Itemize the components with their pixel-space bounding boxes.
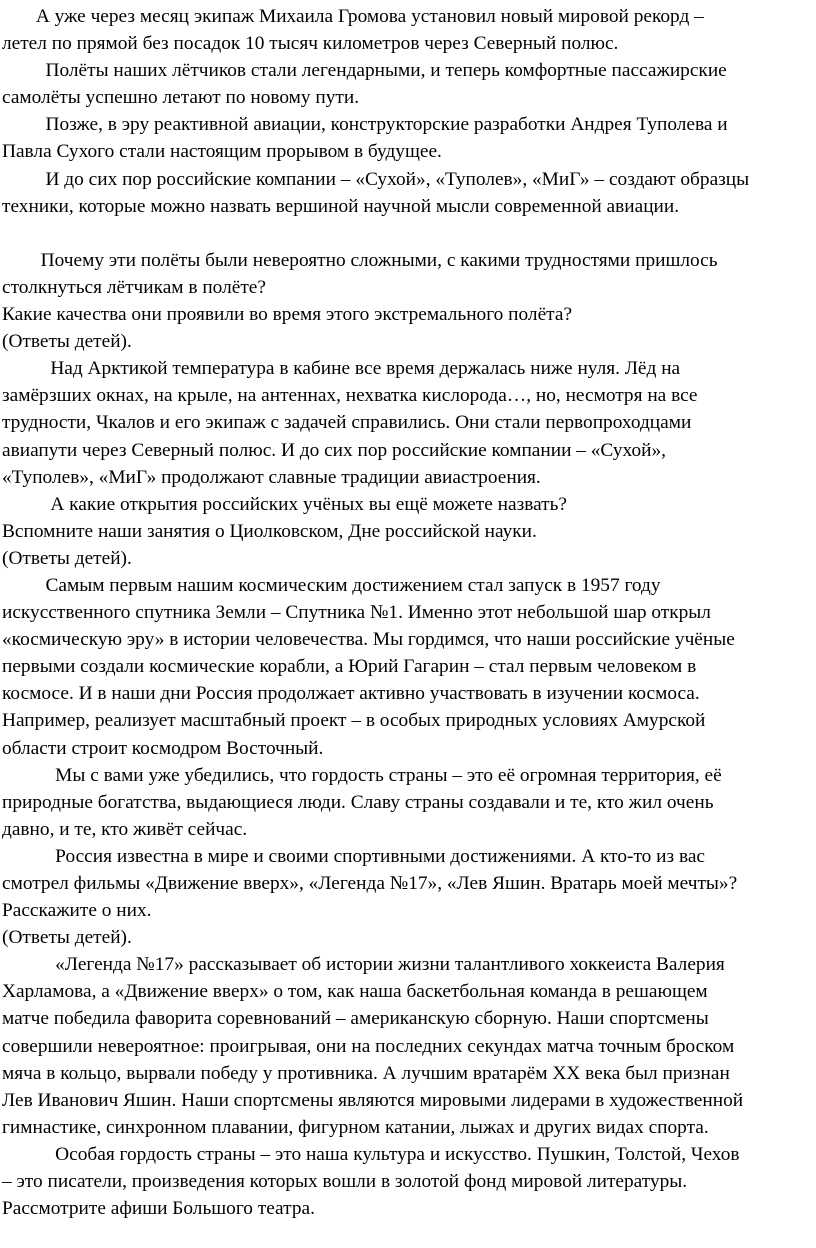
text-line: авиапути через Северный полюс. И до сих пор российские компании – «Сухой»,: [2, 439, 666, 461]
text-line: А какие открытия российских учёных вы ещё можете назвать?: [2, 493, 568, 515]
text-line: Какие качества они проявили во время этого экстремального полёта?: [2, 304, 573, 326]
text-line: области строит космодром Восточный.: [2, 737, 324, 759]
text-line: природные богатства, выдающиеся люди. Славу страны создавали и те, кто жил очень: [2, 791, 714, 813]
text-line: (Ответы детей).: [2, 547, 132, 569]
text-line: Рассмотрите афиши Большого театра.: [2, 1198, 315, 1220]
text-line: Например, реализует масштабный проект – в особых природных условиях Амурской: [2, 710, 706, 732]
text-line: Лев Иванович Яшин. Наши спортсмены являются мировыми лидерами в художественной: [2, 1089, 744, 1111]
text-line: Павла Сухого стали настоящим прорывом в будущее.: [2, 141, 442, 163]
text-line: совершили невероятное: проигрывая, они на последних секундах матча точным броском: [2, 1035, 735, 1057]
blank-line: [2, 220, 816, 247]
text-line: Россия известна в мире и своими спортивными достижениями. А кто-то из вас: [2, 845, 706, 867]
text-line: Харламова, а «Движение вверх» о том, как наша баскетбольная команда в решающем: [2, 981, 708, 1003]
text-line: матче победила фаворита соревнований – американскую сборную. Наши спортсмены: [2, 1008, 709, 1030]
text-line: А уже через месяц экипаж Михаила Громова установил новый мировой рекорд –: [2, 6, 704, 27]
text-line: первыми создали космические корабли, а Юрий Гагарин – стал первым человеком в: [2, 656, 697, 678]
text-line: искусственного спутника Земли – Спутника №1. Именно этот небольшой шар открыл: [2, 602, 711, 624]
text-line: Особая гордость страны – это наша культура и искусство. Пушкин, Толстой, Чехов: [2, 1143, 740, 1165]
text-line: Полёты наших лётчиков стали легендарными, и теперь комфортные пассажирские: [2, 60, 727, 82]
text-line: летел по прямой без посадок 10 тысяч километров через Северный полюс.: [2, 33, 619, 55]
text-line: столкнуться лётчикам в полёте?: [2, 276, 266, 298]
text-line: (Ответы детей).: [2, 331, 132, 353]
text-line: Расскажите о них.: [2, 900, 152, 922]
text-line: техники, которые можно назвать вершиной научной мысли современной авиации.: [2, 195, 680, 217]
text-line: Вспомните наши занятия о Циолковском, Дне российской науки.: [2, 520, 537, 542]
text-line: Позже, в эру реактивной авиации, конструкторские разработки Андрея Туполева и: [2, 114, 728, 136]
text-line: Мы с вами уже убедились, что гордость страны – это её огромная территория, её: [2, 764, 722, 786]
text-line: мяча в кольцо, вырвали победу у противника. А лучшим вратарём XX века был признан: [2, 1062, 730, 1084]
text-line: давно, и те, кто живёт сейчас.: [2, 818, 248, 840]
text-line: смотрел фильмы «Движение вверх», «Легенда №17», «Лев Яшин. Вратарь моей мечты»?: [2, 873, 738, 894]
text-line: космосе. И в наши дни Россия продолжает активно участвовать в изучении космоса.: [2, 683, 700, 705]
text-line: Самым первым нашим космическим достижением стал запуск в 1957 году: [2, 574, 661, 596]
text-line: И до сих пор российские компании – «Сухой», «Туполев», «МиГ» – создают образцы: [2, 168, 750, 190]
text-line: «Легенда №17» рассказывает об истории жизни талантливого хоккеиста Валерия: [2, 954, 725, 976]
text-line: гимнастике, синхронном плавании, фигурном катании, лыжах и других видах спорта.: [2, 1116, 709, 1138]
text-line: – это писатели, произведения которых вошли в золотой фонд мировой литературы.: [2, 1171, 688, 1193]
text-line: трудности, Чкалов и его экипаж с задачей справились. Они стали первопроходцами: [2, 412, 692, 434]
text-line: «Туполев», «МиГ» продолжают славные традиции авиастроения.: [2, 466, 541, 488]
text-line: самолёты успешно летают по новому пути.: [2, 87, 360, 109]
text-line: (Ответы детей).: [2, 927, 132, 949]
text-line: «космическую эру» в истории человечества. Мы гордимся, что наши российские учёные: [2, 629, 735, 651]
text-line: Над Арктикой температура в кабине все время держалась ниже нуля. Лёд на: [2, 358, 681, 380]
text-line: Почему эти полёты были невероятно сложными, с какими трудностями пришлось: [2, 249, 718, 271]
text-line: замёрзших окнах, на крыле, на антеннах, нехватка кислорода…, но, несмотря на все: [2, 385, 698, 407]
